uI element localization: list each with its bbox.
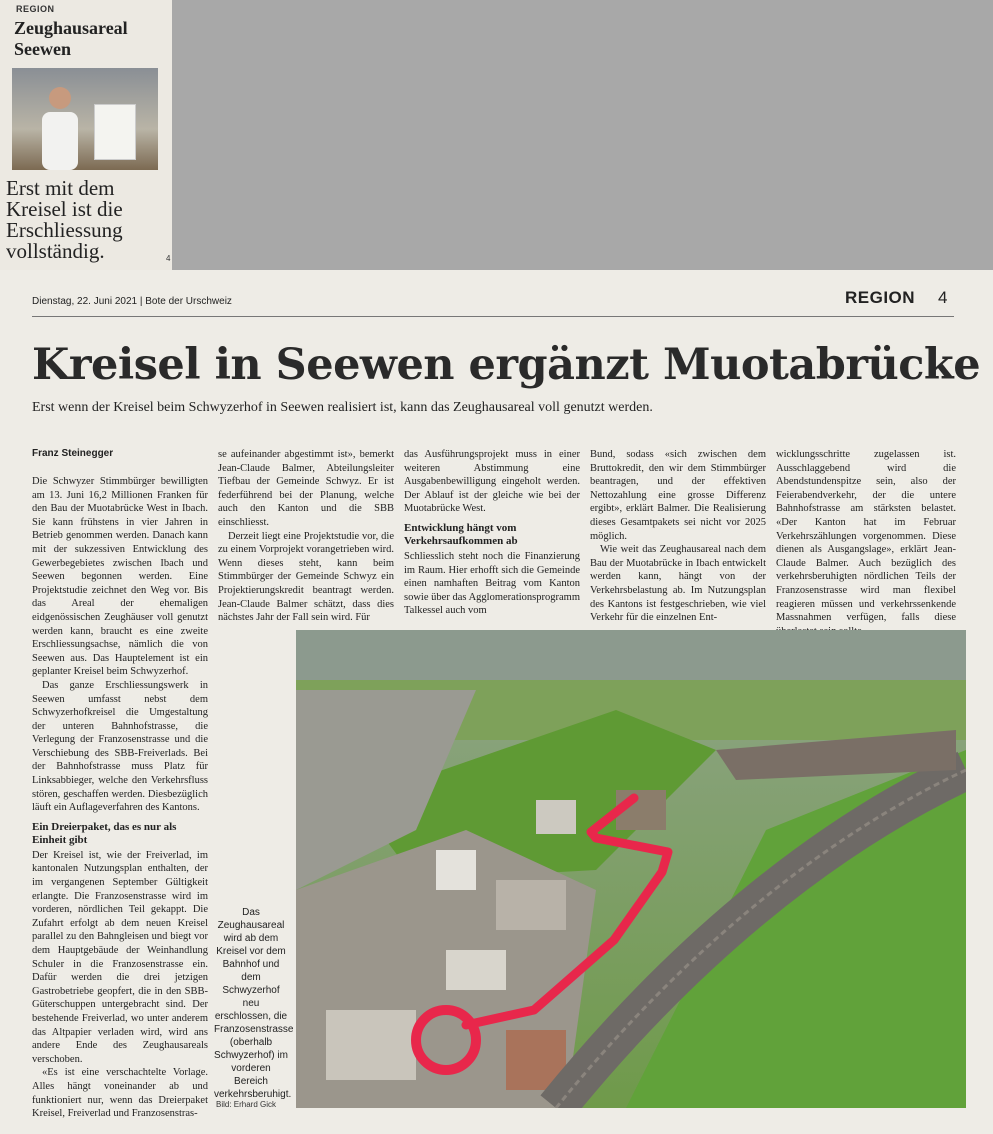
clipping-keyword: Zeughausareal Seewen xyxy=(14,18,128,59)
paragraph: Der Kreisel ist, wie der Freiverlad, im kantonalen Nutzungsplan enthalten, der im vergangenen September Gültigkeit erlangte. Die Franzosenstrasse wird im vorderen, nördlichen Teil gekappt. Die Zufahrt erfolgt ab dem neuen Kreisel parallel zu den Bahngleisen und biegt vor dem Hauptgebäude der Weinhandlung Schuler in die Franzosenstrasse ein. Dafür werden die drei jetzigen Gastrobetriebe geopfert, die in den SBB-Güterschuppen untergebracht sind. Der bestehende Freiverlad, wo unter anderem das Altpapier verladen wird, wird ans andere Ende des Zeughausareals verschoben. xyxy=(32,849,208,1065)
column-1 xyxy=(32,448,208,1121)
person-illustration xyxy=(36,82,84,170)
clipping-teaser-text: Erst mit dem Kreisel ist die Erschliessung vollständig. xyxy=(6,176,123,263)
paragraph: Bund, sodass «sich zwischen dem Bruttokredit, den wir dem Stimmbürger beantragen, und der effektiven Nettozahlung eine grosse Differenz ergibt», erklärt Balmer. Die Realisierung dieses Gesamtpakets sei nicht vor 2025 möglich. xyxy=(590,449,766,542)
clipping-photo xyxy=(12,68,158,170)
photo-caption: Das Zeughausareal wird ab dem Kreisel vor dem Bahnhof und dem Schwyzerhof neu erschlossen, die Franzosenstrasse (oberhalb Schwyzerhof) im vorderen Bereich verkehrsberuhigt. xyxy=(214,907,294,1100)
date-and-paper: Dienstag, 22. Juni 2021 | Bote der Urschweiz xyxy=(32,296,232,307)
author: Franz Steinegger xyxy=(32,448,114,459)
paragraph: «Es ist eine verschachtelte Vorlage. Alles hängt voneinander ab und funktioniert nur, wenn das Dreierpaket Kreisel, Freiverlad und Franzosenstras- xyxy=(32,1067,208,1120)
paragraph: Wie weit das Zeughausareal nach dem Bau der Muotabrücke in Ibach entwickelt werden kann, hängt von der Verkehrsbelastung ab. Im Nutzungsplan des Kantons ist festgeschrieben, wie viel Verkehr für die einzelnen Ent- xyxy=(590,544,766,624)
paragraph: Schliesslich steht noch die Finanzierung im Raum. Hier erhofft sich die Gemeinde einen namhaften Beitrag vom Kanton sowie über das Agglomerationsprogramm Talkessel auch vom xyxy=(404,550,580,617)
column-3 xyxy=(404,448,580,618)
clipping-section: REGION xyxy=(16,4,55,14)
paragraph: Derzeit liegt eine Projektstudie vor, die zu einem Vorprojekt vorangetrieben wird. Wenn dieses steht, kann beim Stimmbürger der Gemeinde Schwyz ein Projektierungskredit beantragt werden. Jean-Claude Balmer schätzt, dass dies nächstes Jahr der Fall sein wird. Für xyxy=(218,530,394,624)
page-number: 4 xyxy=(938,288,948,307)
column-2 xyxy=(218,448,394,625)
paragraph: das Ausführungsprojekt muss in einer weiteren Abstimmung eine Ausgabenbewilligung eingeholt werden. Der Ablauf ist der gleiche wie bei der Muotabrücke West. xyxy=(404,449,580,515)
column-4 xyxy=(590,448,766,625)
column-5 xyxy=(776,448,956,638)
paragraph: wicklungsschritte zugelassen ist. Ausschlaggebend wird die Abendstundenspitze sein, also der Feierabendverkehr, der die untere Bahnhofstrasse am stärksten belastet. «Der Kanton hat im Februar Verkehrszählungen vorgenommen. Diese dienen als Ausgangslage», erklärt Jean-Claude Balmer. Auch bezüglich des verkehrsberuhigten nördlichen Teils der Franzosenstrasse wird man flexibel reagieren müssen und verkehrssenkende Massnahmen verfügen, falls diese xyxy=(776,449,956,624)
header-rule xyxy=(32,316,954,317)
paragraph: se aufeinander abgestimmt ist», bemerkt Jean-Claude Balmer, Abteilungsleiter Tiefbau der Gemeinde Schwyz. Er ist federführend bei der Planung, welche auch den Kanton und die SBB einschliesst. xyxy=(218,449,394,528)
clipping-teaser xyxy=(0,0,172,270)
lead: Erst wenn der Kreisel beim Schwyzerhof in Seewen realisiert ist, kann das Zeughausareal voll genutzt werden. xyxy=(32,400,653,415)
aerial-photo xyxy=(296,630,966,1108)
paragraph: Die Schwyzer Stimmbürger bewilligten am 13. Juni 16,2 Millionen Franken für den Bau der Muotabrücke West in Ibach. Sie kann frühstens in vier Jahren in Betrieb genommen werden. Danach kann mit der sukzessiven Entwicklung des Gewerbegebietes zwischen Ibach und Seewen begonnen werden. Eine Projektstudie zeichnet den Weg vor. Bis das Areal der ehemaligen eidgenössischen Zeughäuser voll genutzt werden kann, braucht es eine zweite Erschliessungsachse, nämlich die von Seewen aus. Das Hauptelement ist ein geplanter Kreisel beim Schwyzerhof. xyxy=(32,476,208,678)
aerial-photo-illustration xyxy=(296,630,966,1108)
photo-credit: Bild: Erhard Gick xyxy=(216,1100,277,1109)
subheading: Entwicklung hängt vom Verkehrsaufkommen ab xyxy=(404,521,518,547)
held-map-sheet xyxy=(94,104,136,160)
section-label: REGION xyxy=(845,288,916,307)
paragraph: Das ganze Erschliessungswerk in Seewen umfasst nebst dem Schwyzerhofkreisel die Umgestaltung der unteren Bahnhofstrasse, die Verlegung der Franzosenstrasse und die Verschiebung des SBB-Freiverlads. Bei der Bahnhofstrasse muss Platz für Linksabbieger, welche den Verkehrsfluss stören, geschaffen werden. Diesbezüglich läuft ein Auflageverfahren des Kantons. xyxy=(32,679,208,814)
clipping-page: 4 xyxy=(166,254,171,263)
headline: Kreisel in Seewen ergänzt Muotabrücke xyxy=(32,340,981,390)
subheading: Ein Dreierpaket, das es nur als Einheit gibt xyxy=(32,820,177,846)
